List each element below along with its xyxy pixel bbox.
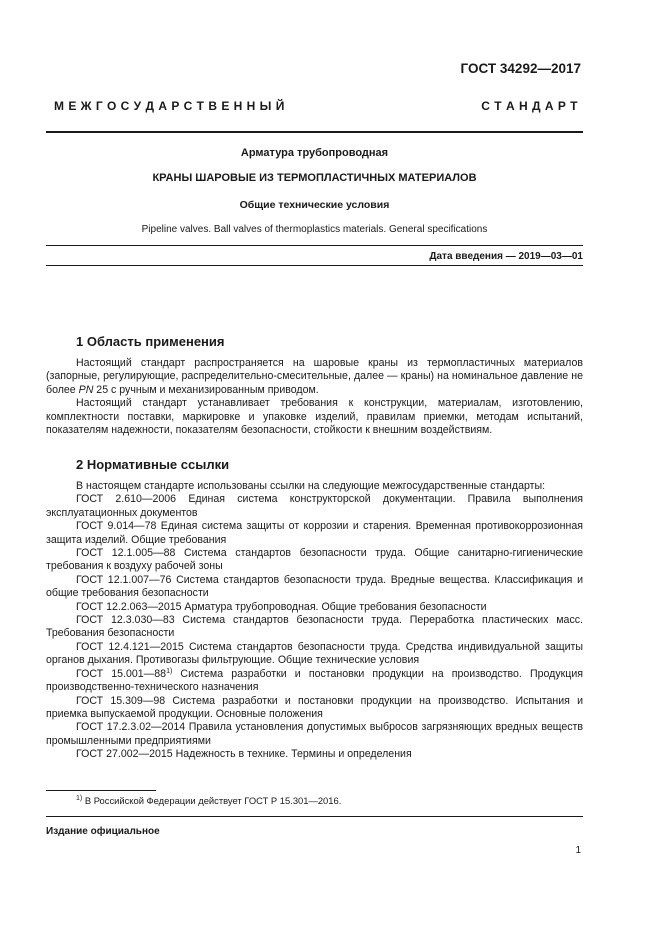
reference-item: ГОСТ 17.2.3.02—2014 Правила установления допустимых выбросов загрязняющих вредных веществ промышленными предприятиями	[46, 721, 583, 747]
reference-item: ГОСТ 12.1.007—76 Система стандартов безопасности труда. Вредные вещества. Классификация и общие требования безопасности	[46, 573, 583, 600]
section-1-heading: 1 Область применения	[76, 334, 225, 349]
intro-date: Дата введения — 2019—03—01	[429, 251, 583, 262]
paragraph-text: Настоящий стандарт распространяется на шаровые краны из термопластичных материалов (запорные, регулирующие, распределительно-смесительные, далее — краны) на номинальное давление не более	[46, 357, 583, 396]
section-1-body	[46, 357, 583, 437]
gost-code: ГОСТ 34292—2017	[460, 61, 581, 76]
footnote-marker: 1)	[76, 795, 83, 802]
header-rule	[46, 131, 583, 133]
section-2-heading: 2 Нормативные ссылки	[76, 457, 230, 472]
reference-item: ГОСТ 12.1.005—88 Система стандартов безопасности труда. Общие санитарно-гигиенические требования к воздуху рабочей зоны	[46, 547, 583, 573]
pn-symbol: PN	[78, 383, 94, 396]
reference-title: Система разработки и постановки продукции на производство. Продукция производственно-технического назначения	[46, 667, 584, 694]
title-category: Арматура трубопроводная	[240, 147, 389, 159]
reference-code: ГОСТ 15.001—88	[76, 667, 167, 680]
section-1-paragraph	[46, 357, 583, 397]
reference-item: ГОСТ 2.610—2006 Единая система конструкторской документации. Правила выполнения эксплуатационных документов	[46, 493, 583, 519]
banner-word-interstate: М Е Ж Г О С У Д А Р С Т В Е Н Н Ы Й	[54, 99, 285, 113]
reference-item: ГОСТ 27.002—2015 Надежность в технике. Термины и определения	[76, 748, 412, 761]
footnote-marker: 1)	[166, 667, 173, 675]
footnote	[76, 795, 341, 806]
official-edition-label: Издание официальное	[46, 826, 160, 837]
title-main: КРАНЫ ШАРОВЫЕ ИЗ ТЕРМОПЛАСТИЧНЫХ МАТЕРИАЛОВ	[152, 172, 477, 184]
title-english: Pipeline valves. Ball valves of thermoplastics materials. General specifications	[141, 224, 488, 235]
reference-item: ГОСТ 12.2.063—2015 Арматура трубопроводная. Общие требования безопасности	[76, 600, 487, 613]
reference-item: ГОСТ 12.3.030—83 Система стандартов безопасности труда. Переработка пластических масс. Требования безопасности	[46, 614, 583, 640]
footnote-text: В Российской Федерации действует ГОСТ Р 15.301—2016.	[82, 795, 342, 806]
footer-rule	[46, 816, 583, 817]
date-rule-top	[46, 245, 583, 246]
reference-item: ГОСТ 15.309—98 Система разработки и постановки продукции на производство. Испытания и приемка выпускаемой продукции. Основные положения	[46, 694, 583, 720]
reference-item: ГОСТ 9.014—78 Единая система защиты от коррозии и старения. Временная противокоррозионная защита изделий. Общие требования	[46, 520, 583, 546]
section-2-intro: В настоящем стандарте использованы ссылки на следующие межгосударственные стандарты:	[76, 480, 546, 492]
reference-item	[46, 668, 583, 695]
page-number: 1	[575, 845, 581, 856]
section-2-body	[46, 480, 583, 762]
date-rule-bottom	[46, 265, 583, 266]
footnote-separator	[46, 790, 156, 791]
reference-item: ГОСТ 12.4.121—2015 Система стандартов безопасности труда. Средства индивидуальной защиты органов дыхания. Противогазы фильтрующие. Общие технические условия	[46, 640, 583, 667]
banner-word-standard: С Т А Н Д А Р Т	[481, 99, 578, 113]
title-sub: Общие технические условия	[239, 199, 390, 211]
paragraph-text: 25 с ручным и механизированным приводом.	[93, 383, 319, 396]
section-1-paragraph: Настоящий стандарт устанавливает требования к конструкции, материалам, изготовлению, комплектности поставки, маркировке и упаковке изделий, правилам приемки, методам испытаний, показателям надежности, показателям безопасности, стойкости к внешним воздействиям.	[46, 397, 583, 437]
interstate-standard-banner	[54, 99, 578, 113]
